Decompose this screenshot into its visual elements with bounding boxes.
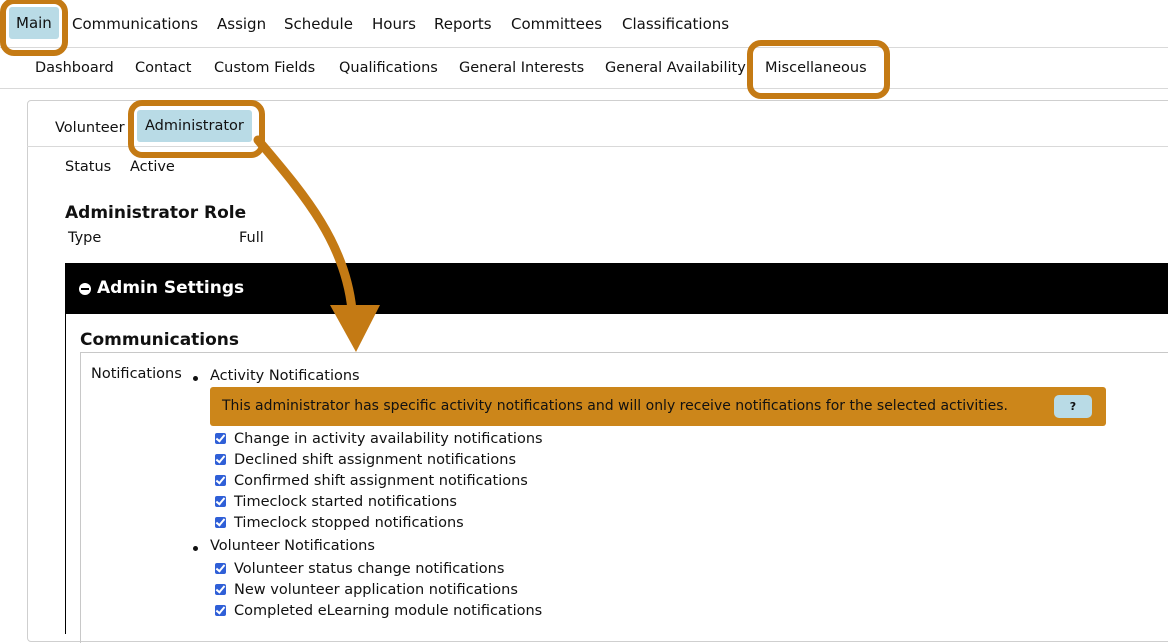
nav-hours[interactable]: Hours <box>372 15 416 33</box>
subnav-custom-fields[interactable]: Custom Fields <box>214 60 316 76</box>
status-label: Status <box>65 159 112 175</box>
nav-assign[interactable]: Assign <box>217 15 267 33</box>
subnav-contact[interactable]: Contact <box>135 60 192 76</box>
checkbox-label: Timeclock started notifications <box>234 494 457 510</box>
nav-schedule[interactable]: Schedule <box>284 15 353 33</box>
tab-administrator[interactable]: Administrator <box>137 110 252 142</box>
checkbox-label: Confirmed shift assignment notifications <box>234 473 528 489</box>
nav-communications[interactable]: Communications <box>72 15 199 33</box>
subnav-dashboard[interactable]: Dashboard <box>35 60 114 76</box>
subnav-general-availability[interactable]: General Availability <box>605 60 746 76</box>
admin-settings-title: Admin Settings <box>97 278 245 298</box>
tab-volunteer[interactable]: Volunteer <box>55 120 125 136</box>
activity-notice-text: This administrator has specific activity notifications and will only receive notifications for the selected activities. <box>222 398 1009 414</box>
nav-reports[interactable]: Reports <box>434 15 492 33</box>
checkbox-label: Timeclock stopped notifications <box>234 515 464 531</box>
nav-classifications[interactable]: Classifications <box>622 15 730 33</box>
checkbox-label: New volunteer application notifications <box>234 582 518 598</box>
communications-heading: Communications <box>80 330 240 350</box>
admin-role-heading: Administrator Role <box>65 203 247 223</box>
volunteer-notifications-title: Volunteer Notifications <box>210 538 375 554</box>
subnav-qualifications[interactable]: Qualifications <box>339 60 438 76</box>
notifications-label: Notifications <box>91 366 182 382</box>
subnav-miscellaneous[interactable]: Miscellaneous <box>765 60 867 76</box>
checkbox-label: Declined shift assignment notifications <box>234 452 516 468</box>
activity-notifications-title: Activity Notifications <box>210 368 360 384</box>
status-value: Active <box>130 159 175 175</box>
type-value: Full <box>239 230 264 246</box>
nav-committees[interactable]: Committees <box>511 15 603 33</box>
subnav-general-interests[interactable]: General Interests <box>459 60 585 76</box>
type-label: Type <box>68 230 102 246</box>
nav-main[interactable]: Main <box>9 7 59 39</box>
checkbox-label: Volunteer status change notifications <box>234 561 505 577</box>
checkbox-label: Change in activity availability notifications <box>234 431 543 447</box>
help-button[interactable]: ? <box>1054 395 1092 418</box>
checkbox-label: Completed eLearning module notifications <box>234 603 543 619</box>
